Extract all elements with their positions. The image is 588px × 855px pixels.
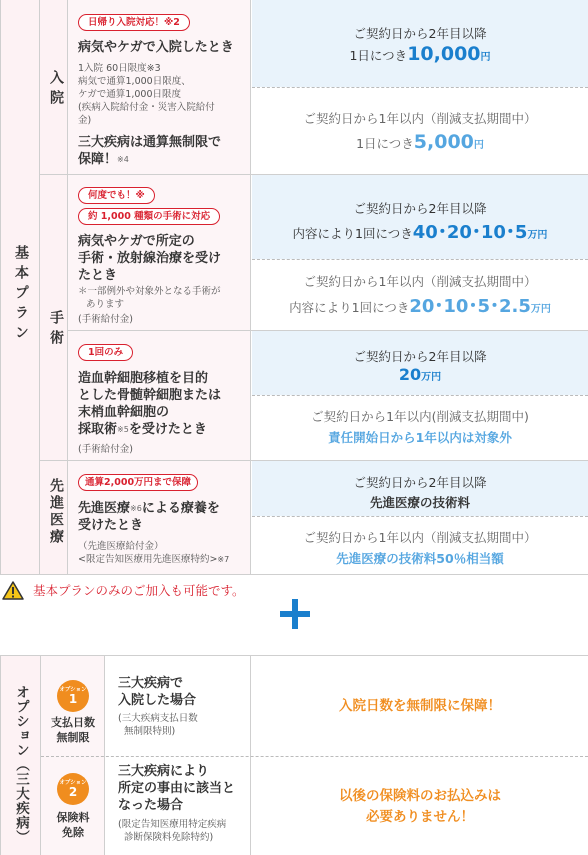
surgery-headline-3: たとき — [78, 268, 118, 283]
hospital-unlimited-1: 三大疾病は通算無制限で — [78, 135, 222, 150]
stemcell-line-4note: ※5 — [117, 425, 129, 434]
hospital-note-2: 病気で通算1,000日限度、 — [78, 76, 191, 87]
option-1-desc-2: 入院した場合 — [118, 693, 197, 708]
option-2-desc-3: なった場合 — [118, 798, 184, 813]
advanced-note-2mark: ※7 — [217, 555, 230, 564]
option-2-result-1: 以後の保険料のお払込みは — [339, 788, 501, 804]
hospital-after-label: ご契約日から2年目以降 — [353, 26, 487, 41]
hospital-badge: 日帰り入院対応！※2 — [78, 14, 190, 31]
surgery-note-2: あります — [86, 299, 125, 310]
advanced-line-2: 受けたとき — [78, 518, 144, 533]
advanced-note-2: <限定告知医療用先進医療特約> — [78, 554, 218, 565]
hospital-note-4: (疾病入院給付金・災害入院給付 — [78, 102, 215, 113]
advanced-badge: 通算2,000万円まで保障 — [78, 474, 198, 491]
hospital-within-amount: 5,000 — [413, 131, 474, 153]
surgery-after-prefix: 内容により1回につき — [292, 226, 413, 241]
option-1-name-1: 支払日数 — [51, 716, 95, 729]
option-1-badge-num: 1 — [68, 692, 78, 706]
options-title: オプション（三大疾病） — [13, 685, 29, 845]
category-hospital: 入院 — [48, 70, 64, 110]
option-1-desc-1: 三大疾病で — [118, 676, 184, 691]
option-2-desc-1: 三大疾病により — [118, 764, 210, 779]
option-2-note-1: (限定告知医療用特定疾病 — [118, 819, 227, 830]
stemcell-badge: 1回のみ — [78, 344, 133, 361]
option-2-name-1: 保険料 — [56, 811, 90, 824]
surgery-within-label: ご契約日から1年以内（削減支払期間中） — [303, 274, 537, 289]
plus-sign — [280, 599, 310, 629]
stemcell-line-4b: を受けたとき — [128, 422, 207, 437]
hospital-unlimited-2: 保障！ — [78, 152, 118, 167]
option-1-name-2: 無制限 — [56, 731, 90, 744]
warning-text: 基本プランのみのご加入も可能です。 — [33, 583, 245, 598]
category-surgery: 手術 — [48, 310, 64, 350]
option-1-note-1: (三大疾病支払日数 — [118, 713, 198, 724]
surgery-badge-1: 何度でも！※ — [78, 187, 155, 204]
surgery-within-prefix: 内容により1回につき — [289, 300, 410, 315]
surgery-after-unit: 万円 — [527, 230, 548, 241]
stemcell-line-3: 末梢血幹細胞の — [78, 405, 170, 420]
advanced-line-1note: ※6 — [130, 504, 142, 513]
hospital-note-1: 1入院 60日限度※3 — [78, 63, 161, 74]
stemcell-note: (手術給付金) — [78, 444, 133, 455]
hospital-after-amount: 10,000 — [407, 43, 481, 65]
warning-icon — [2, 581, 24, 600]
stemcell-line-2: とした骨髄幹細胞または — [78, 388, 222, 403]
option-2-badge-label: オプション — [59, 780, 87, 786]
hospital-note-3: ケガで通算1,000日限度 — [78, 89, 182, 100]
stemcell-line-1: 造血幹細胞移植を目的 — [78, 371, 209, 386]
option-2-badge-num: 2 — [68, 785, 78, 799]
option-2-name-2: 免除 — [62, 826, 84, 839]
advanced-within-text: 先進医療の技術料50％相当額 — [336, 551, 504, 566]
stemcell-after-label: ご契約日から2年目以降 — [353, 349, 487, 364]
stemcell-after-unit: 万円 — [421, 372, 442, 383]
surgery-headline-1: 病気やケガで所定の — [78, 234, 195, 249]
option-2-result-2: 必要ありません！ — [366, 809, 474, 825]
surgery-within-unit: 万円 — [530, 304, 551, 315]
advanced-line-1a: 先進医療 — [78, 501, 131, 516]
advanced-after-text: 先進医療の技術料 — [369, 495, 470, 510]
hospital-within-label: ご契約日から1年以内（削減支払期間中） — [303, 111, 537, 126]
hospital-note-5: 金) — [78, 115, 92, 126]
hospital-after-unit: 円 — [480, 52, 491, 63]
option-1-note-2: 無制限特則) — [124, 726, 176, 737]
stemcell-line-4a: 採取術 — [78, 422, 118, 437]
surgery-badge-2: 約 1,000 種類の手術に対応 — [78, 208, 220, 225]
warning-row — [2, 579, 245, 601]
surgery-note-1: ＊一部例外や対象外となる手術が — [78, 286, 221, 297]
hospital-headline: 病気やケガで入院したとき — [78, 40, 234, 55]
hospital-within-unit: 円 — [473, 140, 484, 151]
option-2-badge — [57, 773, 89, 805]
hospital-within-prefix: 1日につき — [356, 136, 414, 151]
category-advanced: 先進医療 — [48, 478, 64, 546]
advanced-note-1: （先進医療給付金） — [78, 541, 164, 552]
options-table — [0, 655, 588, 855]
advanced-line-1b: による療養を — [141, 501, 220, 516]
option-1-badge-label: オプション — [59, 687, 87, 693]
surgery-within-amount: 20･10･5･2.5 — [409, 296, 531, 317]
option-2-desc-2: 所定の事由に該当と — [118, 781, 236, 796]
hospital-unlimited-note: ※4 — [117, 155, 129, 164]
stemcell-within-label: ご契約日から1年以内(削減支払期間中) — [311, 409, 529, 424]
surgery-headline-2: 手術・放射線治療を受け — [78, 251, 222, 266]
surgery-note-3: (手術給付金) — [78, 314, 133, 325]
advanced-after-label: ご契約日から2年目以降 — [353, 475, 487, 490]
surgery-after-amount: 40･20･10･5 — [412, 222, 528, 243]
stemcell-after-amount: 20 — [398, 365, 422, 384]
advanced-within-label: ご契約日から1年以内（削減支払期間中） — [303, 530, 537, 545]
surgery-after-label: ご契約日から2年目以降 — [353, 201, 487, 216]
option-2-note-2: 診断保険料免除特約) — [124, 832, 214, 843]
stemcell-within-text: 責任開始日から1年以内は対象外 — [328, 430, 512, 445]
hospital-after-prefix: 1日につき — [349, 48, 408, 63]
option-1-badge — [57, 680, 89, 712]
option-1-result: 入院日数を無制限に保障！ — [339, 698, 501, 714]
basic-plan-title: 基本プラン — [13, 245, 29, 345]
